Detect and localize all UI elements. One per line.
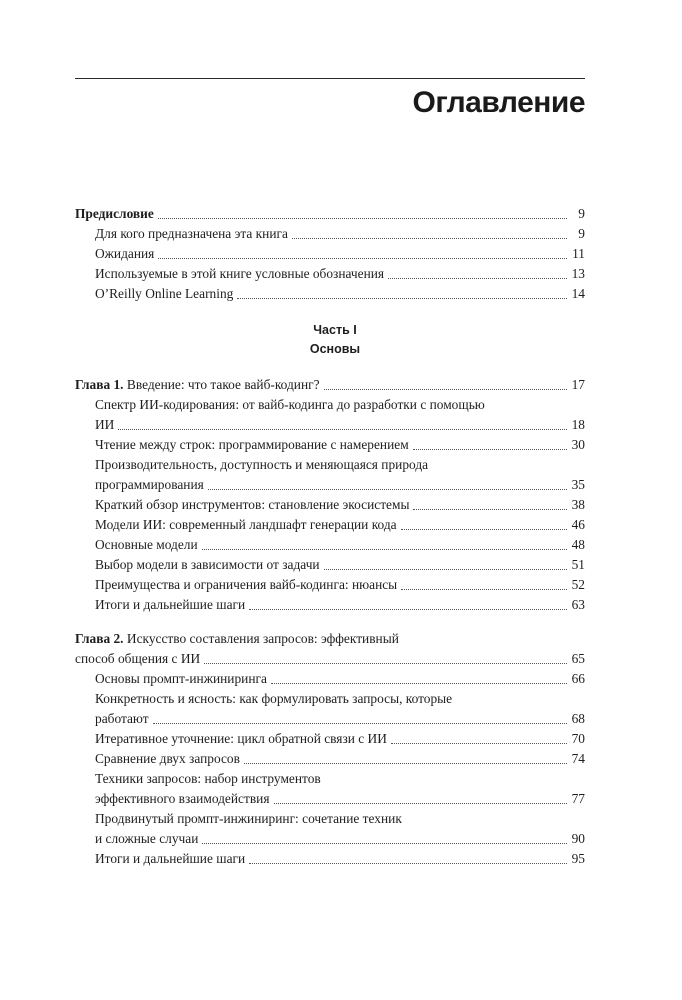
toc-page-number: 38 (571, 497, 585, 512)
toc-page-number: 17 (571, 377, 585, 392)
toc-entry-label-line2: эффективного взаимодействия (95, 791, 270, 806)
toc-entry[interactable] (75, 809, 585, 849)
toc-entry-label: Предисловие (75, 206, 154, 221)
toc-entry-label: Основные модели (95, 537, 198, 552)
toc-entry-label: Для кого предназначена эта книга (95, 226, 288, 241)
dot-leader (208, 489, 567, 490)
dot-leader (237, 298, 567, 299)
dot-leader (324, 569, 567, 570)
toc-page-number: 95 (571, 851, 585, 866)
dot-leader (153, 723, 567, 724)
toc-entry-label: Преимущества и ограничения вайб-кодинга: нюансы (95, 577, 398, 592)
toc-entry[interactable] (75, 769, 585, 809)
toc-entry-label-line1: Спектр ИИ-кодирования: от вайб-кодинга до разработки с помощью (95, 397, 485, 412)
toc-entry[interactable] (75, 224, 585, 244)
toc-entry-label-line1: Производительность, доступность и меняющаяся природа (95, 457, 429, 472)
toc-entry-label: Основы промпт-инжиниринга (95, 671, 267, 686)
toc-entry[interactable] (75, 435, 585, 455)
toc-entry-label-line1: Техники запросов: набор инструментов (95, 771, 321, 786)
dot-leader (274, 803, 568, 804)
dot-leader (401, 589, 567, 590)
dot-leader (204, 663, 567, 664)
toc-page-number: 35 (571, 477, 585, 492)
toc-page-number: 70 (571, 731, 585, 746)
toc-entry-chapter-1[interactable] (75, 375, 585, 395)
toc-page-number: 30 (571, 437, 585, 452)
toc-entry[interactable] (75, 729, 585, 749)
toc-page-number: 68 (571, 711, 585, 726)
chapter-heading (75, 375, 320, 395)
toc-entry-label: Итеративное уточнение: цикл обратной связи с ИИ (95, 731, 387, 746)
toc-page-number: 9 (578, 226, 585, 241)
toc-entry-label: Используемые в этой книге условные обозначения (95, 266, 385, 281)
toc-entry-label-line2: работают (95, 711, 149, 726)
toc-entry-preface[interactable] (75, 204, 585, 224)
dot-leader (324, 389, 567, 390)
toc-entry[interactable] (75, 669, 585, 689)
toc-page-number: 66 (571, 671, 585, 686)
toc-entry-label-line1: Продвинутый промпт-инжиниринг: сочетание техник (95, 811, 402, 826)
toc-entry-label: Ожидания (95, 246, 155, 261)
chapter-prefix: Глава 2. (75, 631, 124, 646)
toc-page-number: 46 (571, 517, 585, 532)
page-title: Оглавление (412, 86, 585, 119)
dot-leader (271, 683, 567, 684)
toc-entry[interactable] (75, 515, 585, 535)
dot-leader (202, 549, 567, 550)
dot-leader (413, 449, 567, 450)
toc-entry[interactable] (75, 244, 585, 264)
part-number: Часть I (313, 323, 357, 337)
dot-leader (249, 863, 567, 864)
chapter-heading-line1 (75, 629, 585, 649)
dot-leader (118, 429, 567, 430)
toc-entry-chapter-2[interactable] (75, 629, 585, 669)
toc-page-number: 90 (571, 831, 585, 846)
top-rule (75, 78, 585, 79)
toc-page-number: 52 (571, 577, 585, 592)
dot-leader (249, 609, 567, 610)
toc-page-number: 18 (571, 417, 585, 432)
dot-leader (244, 763, 567, 764)
toc-entry-label: Итоги и дальнейшие шаги (95, 851, 246, 866)
toc-entry[interactable] (75, 264, 585, 284)
toc-entry-label: Выбор модели в зависимости от задачи (95, 557, 320, 572)
toc-entry[interactable] (75, 284, 585, 304)
toc-entry-label-line2: и сложные случаи (95, 831, 199, 846)
dot-leader (202, 843, 567, 844)
toc-page-number: 14 (571, 286, 585, 301)
dot-leader (413, 509, 567, 510)
toc-page-number: 63 (571, 597, 585, 612)
toc-page-number: 65 (571, 651, 585, 666)
dot-leader (292, 238, 567, 239)
toc-page-number: 11 (572, 246, 585, 261)
toc-entry-label: Чтение между строк: программирование с намерением (95, 437, 409, 452)
toc-page-number: 51 (571, 557, 585, 572)
toc-entry[interactable] (75, 749, 585, 769)
toc-entry-label: Итоги и дальнейшие шаги (95, 597, 246, 612)
toc-page-number: 13 (571, 266, 585, 281)
dot-leader (388, 278, 567, 279)
toc-entry[interactable] (75, 495, 585, 515)
toc-entry-label-line2: программирования (95, 477, 204, 492)
chapter-prefix: Глава 1. (75, 377, 124, 392)
toc-entry[interactable] (75, 689, 585, 729)
part-name: Основы (309, 342, 361, 356)
toc-entry-label-line1: Конкретность и ясность: как формулировать запросы, которые (95, 691, 453, 706)
toc-entry[interactable] (75, 395, 585, 435)
toc-page-number: 48 (571, 537, 585, 552)
dot-leader (391, 743, 567, 744)
dot-leader (401, 529, 567, 530)
toc-entry[interactable] (75, 575, 585, 595)
toc-entry-label: Модели ИИ: современный ландшафт генерации кода (95, 517, 397, 532)
toc-entry[interactable] (75, 595, 585, 615)
table-of-contents (75, 204, 585, 869)
toc-page-number: 74 (571, 751, 585, 766)
dot-leader (158, 258, 567, 259)
toc-page-number: 77 (571, 791, 585, 806)
chapter-title: Искусство составления запросов: эффективный (123, 631, 399, 646)
toc-entry-label: O’Reilly Online Learning (95, 286, 234, 301)
chapter-title-line2: способ общения с ИИ (75, 651, 201, 666)
toc-entry-label: Краткий обзор инструментов: становление экосистемы (95, 497, 410, 512)
toc-entry[interactable] (75, 535, 585, 555)
toc-entry-label-line2: ИИ (95, 417, 115, 432)
chapter-title: Введение: что такое вайб-кодинг? (123, 377, 320, 392)
dot-leader (158, 218, 567, 219)
toc-entry[interactable] (75, 455, 585, 495)
toc-entry[interactable] (75, 555, 585, 575)
toc-entry[interactable] (75, 849, 585, 869)
toc-page-number: 9 (578, 206, 585, 221)
toc-entry-label: Сравнение двух запросов (95, 751, 240, 766)
